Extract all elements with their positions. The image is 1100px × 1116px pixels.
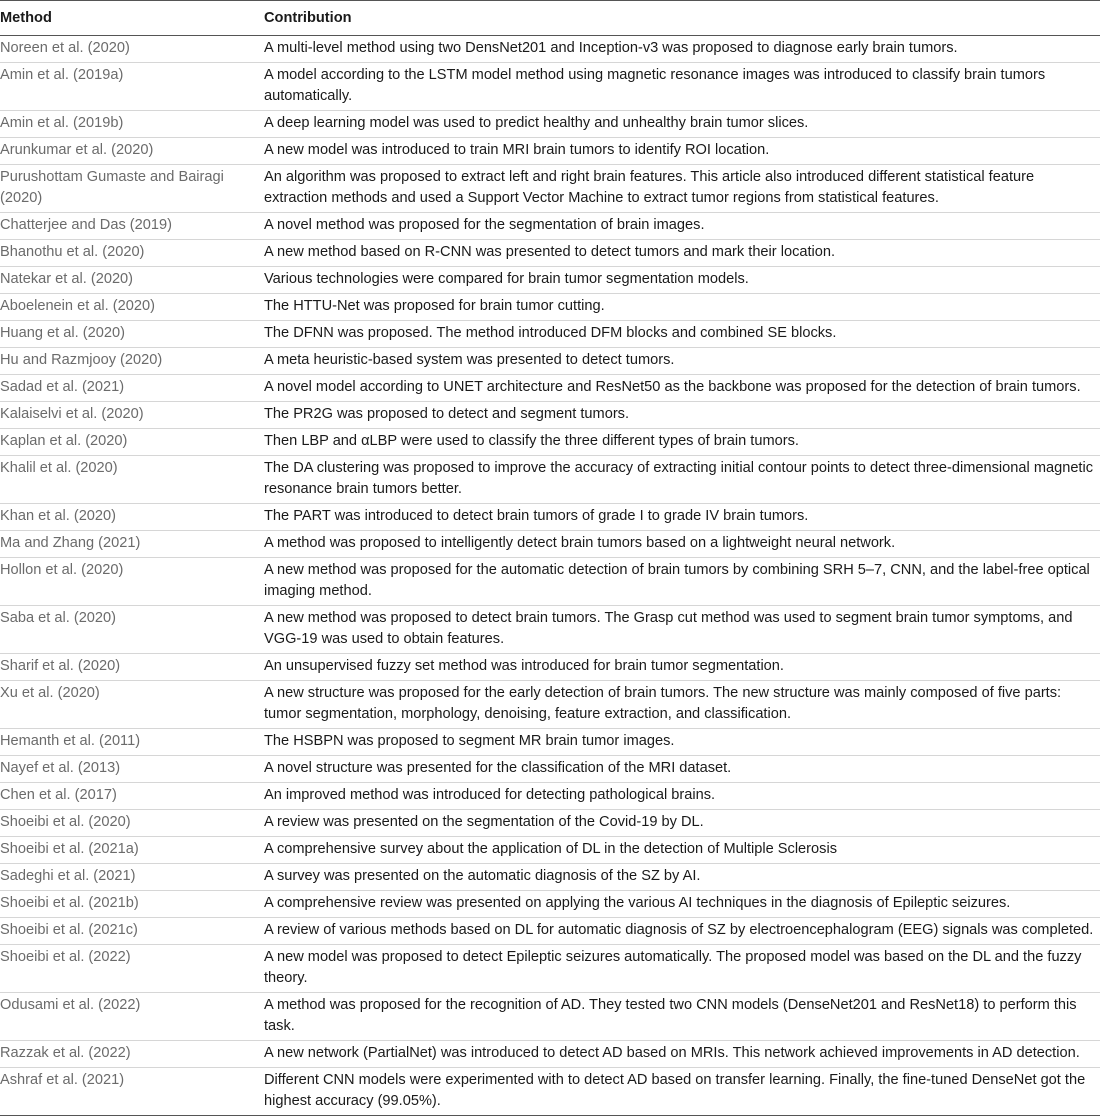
contribution-cell: The DFNN was proposed. The method introduced DFM blocks and combined SE blocks.: [264, 321, 1100, 348]
contribution-cell: A comprehensive review was presented on applying the various AI techniques in the diagnosis of Epileptic seizures.: [264, 891, 1100, 918]
method-cell: Ma and Zhang (2021): [0, 531, 264, 558]
contribution-cell: An improved method was introduced for detecting pathological brains.: [264, 783, 1100, 810]
table-row: [0, 1068, 1100, 1116]
table-row: [0, 111, 1100, 138]
method-cell: Amin et al. (2019a): [0, 63, 264, 111]
contribution-cell: A new model was introduced to train MRI brain tumors to identify ROI location.: [264, 138, 1100, 165]
method-cell: Amin et al. (2019b): [0, 111, 264, 138]
method-column-header: Method: [0, 1, 264, 36]
table-row: [0, 606, 1100, 654]
contribution-cell: A method was proposed to intelligently detect brain tumors based on a lightweight neural network.: [264, 531, 1100, 558]
table-row: [0, 138, 1100, 165]
contribution-cell: A new structure was proposed for the early detection of brain tumors. The new structure was mainly composed of five parts: tumor segmentation, morphology, denoising, feature extraction, and classification.: [264, 681, 1100, 729]
contribution-cell: A method was proposed for the recognition of AD. They tested two CNN models (DenseNet201 and ResNet18) to perform this task.: [264, 993, 1100, 1041]
method-cell: Shoeibi et al. (2022): [0, 945, 264, 993]
method-cell: Razzak et al. (2022): [0, 1041, 264, 1068]
method-cell: Shoeibi et al. (2021c): [0, 918, 264, 945]
contribution-cell: A new model was proposed to detect Epileptic seizures automatically. The proposed model was based on the DL and the fuzzy theory.: [264, 945, 1100, 993]
table-header: [0, 1, 1100, 36]
contribution-cell: The DA clustering was proposed to improve the accuracy of extracting initial contour points to detect three-dimensional magnetic resonance brain tumors better.: [264, 456, 1100, 504]
contribution-cell: The PART was introduced to detect brain tumors of grade I to grade IV brain tumors.: [264, 504, 1100, 531]
method-cell: Khan et al. (2020): [0, 504, 264, 531]
table-row: [0, 783, 1100, 810]
method-cell: Hollon et al. (2020): [0, 558, 264, 606]
table-row: [0, 504, 1100, 531]
contribution-cell: The HTTU-Net was proposed for brain tumor cutting.: [264, 294, 1100, 321]
table-row: [0, 429, 1100, 456]
contribution-cell: A review of various methods based on DL for automatic diagnosis of SZ by electroencephalogram (EEG) signals was completed.: [264, 918, 1100, 945]
contribution-cell: A new method was proposed for the automatic detection of brain tumors by combining SRH 5–7, CNN, and the label-free optical imaging method.: [264, 558, 1100, 606]
table-row: [0, 1041, 1100, 1068]
method-cell: Sadad et al. (2021): [0, 375, 264, 402]
method-cell: Hemanth et al. (2011): [0, 729, 264, 756]
method-cell: Bhanothu et al. (2020): [0, 240, 264, 267]
method-cell: Shoeibi et al. (2021a): [0, 837, 264, 864]
table-row: [0, 36, 1100, 63]
contribution-cell: A novel structure was presented for the classification of the MRI dataset.: [264, 756, 1100, 783]
table-row: [0, 63, 1100, 111]
contribution-cell: Various technologies were compared for brain tumor segmentation models.: [264, 267, 1100, 294]
contribution-cell: A multi-level method using two DensNet201 and Inception-v3 was proposed to diagnose early brain tumors.: [264, 36, 1100, 63]
table-row: [0, 729, 1100, 756]
method-cell: Xu et al. (2020): [0, 681, 264, 729]
method-cell: Natekar et al. (2020): [0, 267, 264, 294]
method-cell: Aboelenein et al. (2020): [0, 294, 264, 321]
contribution-column-header: Contribution: [264, 1, 1100, 36]
table-row: [0, 945, 1100, 993]
table-row: [0, 756, 1100, 783]
contribution-cell: A review was presented on the segmentation of the Covid-19 by DL.: [264, 810, 1100, 837]
contribution-cell: An algorithm was proposed to extract left and right brain features. This article also introduced different statistical feature extraction methods and used a Support Vector Machine to extract tumor regions from statistical features.: [264, 165, 1100, 213]
table-row: [0, 240, 1100, 267]
method-cell: Chatterjee and Das (2019): [0, 213, 264, 240]
contribution-cell: A survey was presented on the automatic diagnosis of the SZ by AI.: [264, 864, 1100, 891]
header-row: [0, 1, 1100, 36]
contribution-cell: A deep learning model was used to predict healthy and unhealthy brain tumor slices.: [264, 111, 1100, 138]
method-cell: Saba et al. (2020): [0, 606, 264, 654]
table-row: [0, 213, 1100, 240]
table-row: [0, 810, 1100, 837]
contribution-cell: A new method was proposed to detect brain tumors. The Grasp cut method was used to segment brain tumor symptoms, and VGG-19 was used to obtain features.: [264, 606, 1100, 654]
table-row: [0, 993, 1100, 1041]
table-body: [0, 36, 1100, 1116]
method-cell: Huang et al. (2020): [0, 321, 264, 348]
table-row: [0, 294, 1100, 321]
contribution-cell: A new network (PartialNet) was introduced to detect AD based on MRIs. This network achieved improvements in AD detection.: [264, 1041, 1100, 1068]
table-row: [0, 267, 1100, 294]
table-row: [0, 918, 1100, 945]
table-row: [0, 864, 1100, 891]
method-cell: Chen et al. (2017): [0, 783, 264, 810]
contribution-cell: A novel method was proposed for the segmentation of brain images.: [264, 213, 1100, 240]
method-cell: Sadeghi et al. (2021): [0, 864, 264, 891]
table-row: [0, 681, 1100, 729]
table-row: [0, 558, 1100, 606]
table-row: [0, 531, 1100, 558]
method-cell: Arunkumar et al. (2020): [0, 138, 264, 165]
method-cell: Khalil et al. (2020): [0, 456, 264, 504]
contribution-cell: The PR2G was proposed to detect and segment tumors.: [264, 402, 1100, 429]
method-cell: Sharif et al. (2020): [0, 654, 264, 681]
contribution-cell: A comprehensive survey about the application of DL in the detection of Multiple Sclerosis: [264, 837, 1100, 864]
method-cell: Ashraf et al. (2021): [0, 1068, 264, 1116]
contribution-cell: A model according to the LSTM model method using magnetic resonance images was introduced to classify brain tumors automatically.: [264, 63, 1100, 111]
table-row: [0, 165, 1100, 213]
method-cell: Shoeibi et al. (2020): [0, 810, 264, 837]
contribution-cell: Then LBP and αLBP were used to classify the three different types of brain tumors.: [264, 429, 1100, 456]
table-row: [0, 348, 1100, 375]
method-cell: Shoeibi et al. (2021b): [0, 891, 264, 918]
method-cell: Noreen et al. (2020): [0, 36, 264, 63]
method-cell: Purushottam Gumaste and Bairagi (2020): [0, 165, 264, 213]
contribution-cell: The HSBPN was proposed to segment MR brain tumor images.: [264, 729, 1100, 756]
table-row: [0, 837, 1100, 864]
table-row: [0, 456, 1100, 504]
table-row: [0, 891, 1100, 918]
contribution-cell: An unsupervised fuzzy set method was introduced for brain tumor segmentation.: [264, 654, 1100, 681]
method-cell: Kalaiselvi et al. (2020): [0, 402, 264, 429]
method-cell: Odusami et al. (2022): [0, 993, 264, 1041]
contribution-cell: A meta heuristic-based system was presented to detect tumors.: [264, 348, 1100, 375]
method-cell: Nayef et al. (2013): [0, 756, 264, 783]
method-cell: Kaplan et al. (2020): [0, 429, 264, 456]
contribution-cell: A new method based on R-CNN was presented to detect tumors and mark their location.: [264, 240, 1100, 267]
table-row: [0, 654, 1100, 681]
table-row: [0, 402, 1100, 429]
method-cell: Hu and Razmjooy (2020): [0, 348, 264, 375]
contribution-cell: A novel model according to UNET architecture and ResNet50 as the backbone was proposed for the detection of brain tumors.: [264, 375, 1100, 402]
table-row: [0, 375, 1100, 402]
table-row: [0, 321, 1100, 348]
contribution-cell: Different CNN models were experimented with to detect AD based on transfer learning. Finally, the fine-tuned DenseNet got the highest accuracy (99.05%).: [264, 1068, 1100, 1116]
